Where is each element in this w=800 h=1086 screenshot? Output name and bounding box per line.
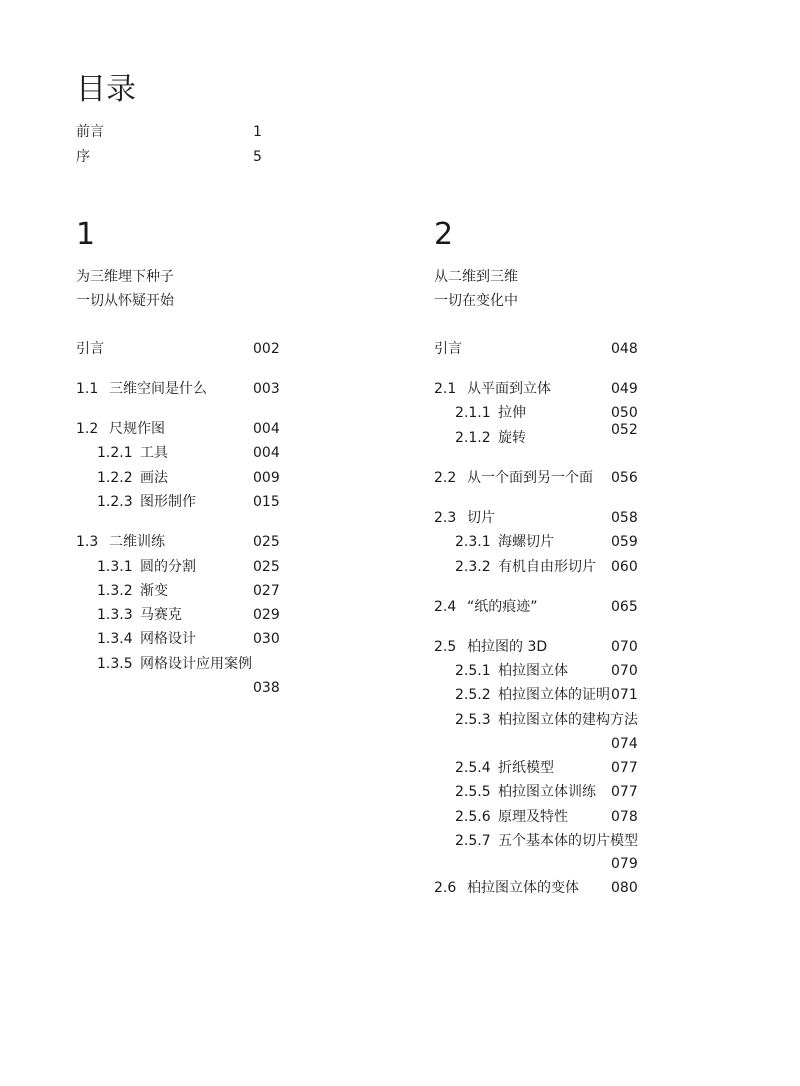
toc-entry-page: 070 <box>611 663 638 679</box>
toc-entry-page: 004 <box>253 445 280 461</box>
toc-entry-page: 056 <box>611 470 638 486</box>
toc-entry-page: 060 <box>611 559 638 575</box>
section-label: 圆的分割 <box>140 559 196 575</box>
section-label: 柏拉图立体的证明 <box>498 687 610 703</box>
toc-entry[interactable] <box>434 598 538 616</box>
section-label: 五个基本体的切片模型 <box>498 833 638 849</box>
section-label: 柏拉图的 3D <box>467 639 548 655</box>
toc-entry-page: 065 <box>611 599 638 615</box>
section-label: 从平面到立体 <box>467 381 551 397</box>
section-label: 柏拉图立体 <box>498 663 568 679</box>
toc-entry[interactable] <box>97 558 196 576</box>
page-title: 目录 <box>76 72 136 107</box>
section-number: 1.2.2 <box>97 470 133 486</box>
toc-entry-page: 5 <box>253 149 262 165</box>
toc-entry[interactable] <box>455 533 554 551</box>
section-number: 1.1 <box>76 381 99 397</box>
toc-entry-page: 038 <box>253 680 280 696</box>
section-number: 2.1.2 <box>455 430 491 446</box>
toc-entry-page: 058 <box>611 510 638 526</box>
toc-entry[interactable] <box>455 429 526 447</box>
section-label: 渐变 <box>140 583 168 599</box>
toc-entry[interactable] <box>455 662 568 680</box>
toc-entry[interactable] <box>455 783 596 801</box>
toc-entry[interactable] <box>97 469 168 487</box>
toc-entry-page: 052 <box>611 422 638 438</box>
section-number: 2.5.7 <box>455 833 491 849</box>
toc-entry-page: 015 <box>253 494 280 510</box>
toc-entry[interactable] <box>97 606 182 624</box>
toc-entry-page: 048 <box>611 341 638 357</box>
toc-entry-page: 1 <box>253 124 262 140</box>
toc-entry-label[interactable]: 引言 <box>434 341 462 357</box>
toc-entry-page: 004 <box>253 421 280 437</box>
section-number: 2.3.1 <box>455 534 491 550</box>
toc-entry-page: 025 <box>253 534 280 550</box>
toc-entry[interactable] <box>76 533 165 551</box>
section-label: 从一个面到另一个面 <box>467 470 593 486</box>
section-label: 图形制作 <box>140 494 196 510</box>
toc-entry[interactable] <box>434 509 495 527</box>
section-number: 2.3.2 <box>455 559 491 575</box>
toc-entry[interactable] <box>97 582 168 600</box>
toc-entry-page: 078 <box>611 809 638 825</box>
section-label: 工具 <box>140 445 168 461</box>
section-number: 2.5.2 <box>455 687 491 703</box>
section-label: 折纸模型 <box>498 760 554 776</box>
section-label: “纸的痕迹” <box>467 599 538 615</box>
toc-entry-page: 029 <box>253 607 280 623</box>
section-number: 1.3.2 <box>97 583 133 599</box>
toc-entry-page: 027 <box>253 583 280 599</box>
section-label: 切片 <box>467 510 495 526</box>
section-number: 1.3.3 <box>97 607 133 623</box>
section-number: 1.2 <box>76 421 99 437</box>
section-label: 有机自由形切片 <box>498 559 596 575</box>
toc-entry-page: 079 <box>611 856 638 872</box>
section-number: 2.5.5 <box>455 784 491 800</box>
section-number: 1.3.4 <box>97 631 133 647</box>
toc-entry[interactable] <box>455 808 568 826</box>
toc-entry[interactable] <box>434 638 547 656</box>
section-label: 网格设计 <box>140 631 196 647</box>
toc-entry-page: 030 <box>253 631 280 647</box>
section-label: 柏拉图立体的建构方法 <box>498 712 638 728</box>
chapter-2-subtitle: 一切在变化中 <box>434 293 518 309</box>
section-label: 柏拉图立体的变体 <box>467 880 579 896</box>
toc-entry[interactable] <box>455 711 638 729</box>
section-label: 旋转 <box>498 430 526 446</box>
section-label: 三维空间是什么 <box>109 381 207 397</box>
toc-entry[interactable] <box>455 404 526 422</box>
toc-entry[interactable] <box>455 558 596 576</box>
section-label: 画法 <box>140 470 168 486</box>
toc-entry-page: 050 <box>611 405 638 421</box>
toc-entry[interactable] <box>434 879 579 897</box>
toc-entry-label[interactable]: 前言 <box>76 124 104 140</box>
toc-entry-page: 070 <box>611 639 638 655</box>
chapter-1-title: 为三维埋下种子 <box>76 269 174 285</box>
toc-entry-page: 025 <box>253 559 280 575</box>
section-number: 2.5 <box>434 639 457 655</box>
toc-entry-page: 077 <box>611 784 638 800</box>
section-number: 1.3 <box>76 534 99 550</box>
toc-entry[interactable] <box>434 380 551 398</box>
toc-entry-page: 080 <box>611 880 638 896</box>
section-number: 1.2.1 <box>97 445 133 461</box>
section-number: 2.3 <box>434 510 457 526</box>
section-number: 2.2 <box>434 470 457 486</box>
section-number: 2.4 <box>434 599 457 615</box>
chapter-1-subtitle: 一切从怀疑开始 <box>76 293 174 309</box>
toc-entry[interactable] <box>97 493 196 511</box>
section-label: 网格设计应用案例 <box>140 656 252 672</box>
section-number: 1.3.1 <box>97 559 133 575</box>
toc-entry-label[interactable]: 引言 <box>76 341 104 357</box>
section-number: 2.1.1 <box>455 405 491 421</box>
toc-entry[interactable] <box>97 655 252 673</box>
toc-entry-page: 009 <box>253 470 280 486</box>
section-label: 拉伸 <box>498 405 526 421</box>
section-number: 2.6 <box>434 880 457 896</box>
toc-entry-page: 003 <box>253 381 280 397</box>
chapter-1-number: 1 <box>76 217 96 252</box>
chapter-2-title: 从二维到三维 <box>434 269 518 285</box>
section-number: 1.3.5 <box>97 656 133 672</box>
section-number: 2.1 <box>434 381 457 397</box>
toc-entry-page: 071 <box>611 687 638 703</box>
section-label: 海螺切片 <box>498 534 554 550</box>
toc-entry[interactable] <box>76 420 165 438</box>
toc-entry[interactable] <box>76 380 207 398</box>
section-label: 尺规作图 <box>109 421 165 437</box>
toc-entry[interactable] <box>455 832 638 850</box>
chapter-2-number: 2 <box>434 217 454 252</box>
toc-entry-page: 059 <box>611 534 638 550</box>
toc-entry-page: 074 <box>611 736 638 752</box>
toc-entry[interactable] <box>455 686 610 704</box>
toc-entry-page: 002 <box>253 341 280 357</box>
section-label: 二维训练 <box>109 534 165 550</box>
section-label: 原理及特性 <box>498 809 568 825</box>
toc-entry[interactable] <box>455 759 554 777</box>
section-label: 马赛克 <box>140 607 182 623</box>
toc-entry-page: 049 <box>611 381 638 397</box>
section-number: 2.5.4 <box>455 760 491 776</box>
section-label: 柏拉图立体训练 <box>498 784 596 800</box>
toc-entry[interactable] <box>97 630 196 648</box>
toc-entry[interactable] <box>434 469 593 487</box>
section-number: 1.2.3 <box>97 494 133 510</box>
section-number: 2.5.1 <box>455 663 491 679</box>
toc-entry-page: 077 <box>611 760 638 776</box>
toc-entry-label[interactable]: 序 <box>76 149 90 165</box>
section-number: 2.5.3 <box>455 712 491 728</box>
section-number: 2.5.6 <box>455 809 491 825</box>
toc-entry[interactable] <box>97 444 168 462</box>
